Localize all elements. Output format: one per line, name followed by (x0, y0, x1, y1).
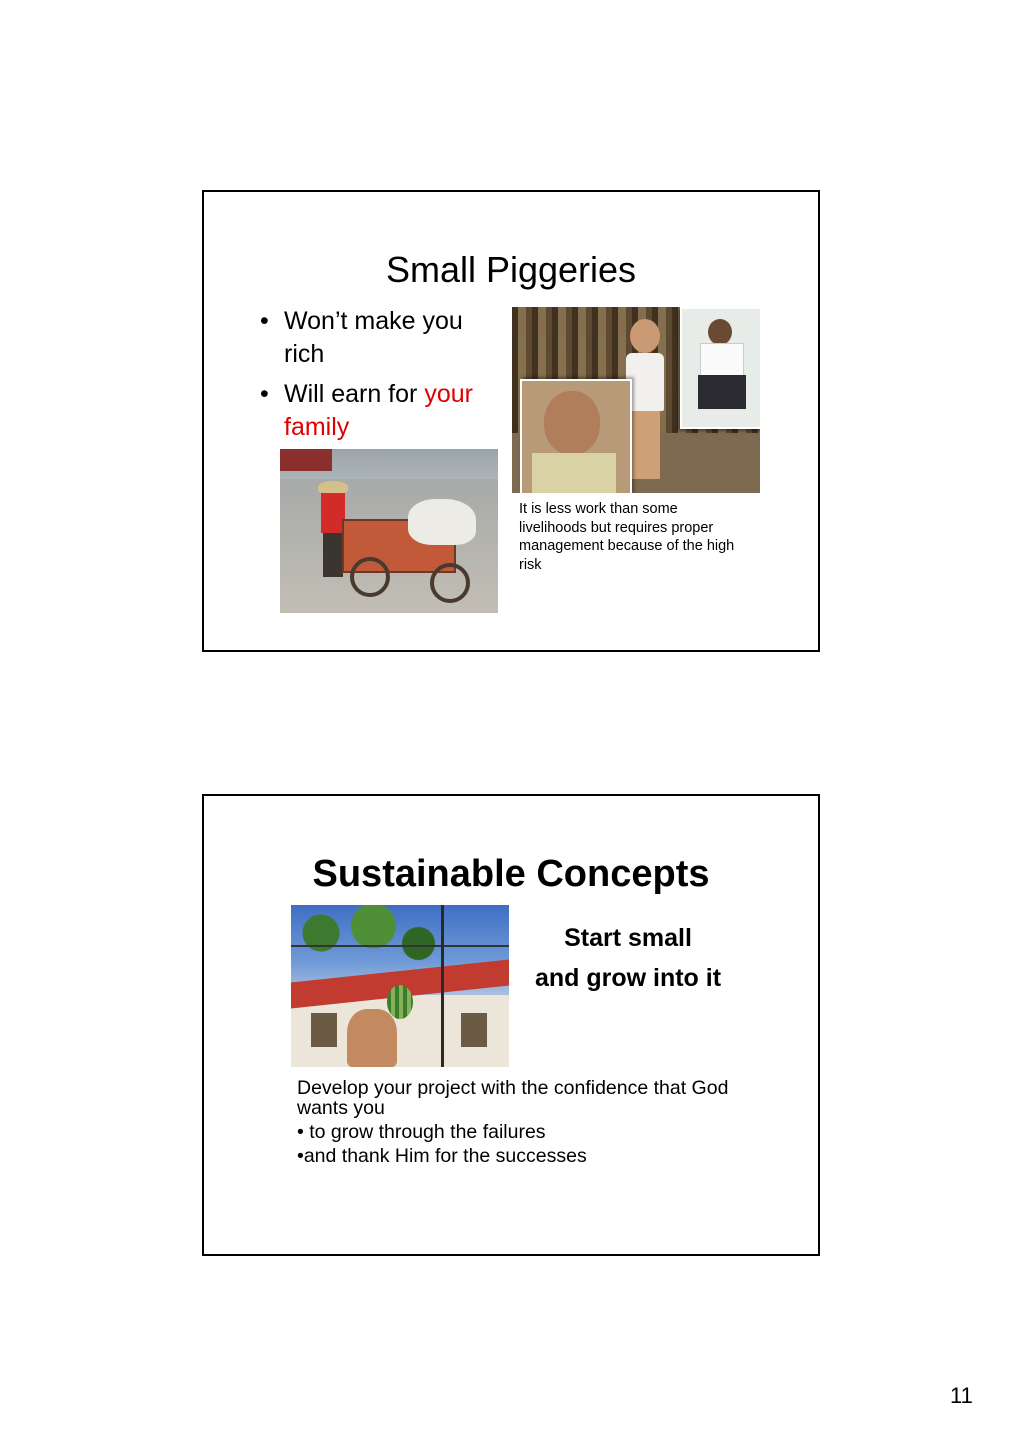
tagline-line-2: and grow into it (534, 964, 722, 992)
truck (280, 449, 332, 471)
cart-wheel (430, 563, 470, 603)
melon-photo (291, 905, 509, 1067)
bullet-item (256, 305, 506, 371)
body-point: •and thank Him for the successes (297, 1145, 587, 1167)
hand (347, 1009, 397, 1067)
cart-photo (280, 449, 498, 613)
body-intro: Develop your project with the confidence that God wants you (297, 1077, 729, 1119)
slide-title: Sustainable Concepts (312, 853, 710, 895)
slide-small-piggeries (202, 190, 820, 652)
cart-wheel (350, 557, 390, 597)
inset-photo-boy (680, 307, 760, 429)
bullet-item (256, 378, 506, 444)
bullet-text-prefix: Will earn for (284, 380, 425, 408)
slide-sustainable-concepts (202, 794, 820, 1256)
melon-fruit (387, 985, 413, 1019)
children-photo (512, 307, 760, 493)
slide-caption: It is less work than some livelihoods but requires proper management because of the high risk (519, 501, 735, 573)
body-text (297, 1078, 767, 1166)
page-number: 11 (950, 1383, 973, 1408)
inset-photo-girl (520, 379, 632, 493)
tagline-line-1: Start small (564, 924, 692, 952)
bullet-text-highlight: your family (284, 380, 473, 441)
sack (408, 499, 476, 545)
body-point: • to grow through the failures (297, 1121, 546, 1143)
bullet-text: Won’t make you rich (284, 307, 463, 368)
slide-title: Small Piggeries (385, 249, 637, 290)
bullet-list (256, 305, 506, 451)
